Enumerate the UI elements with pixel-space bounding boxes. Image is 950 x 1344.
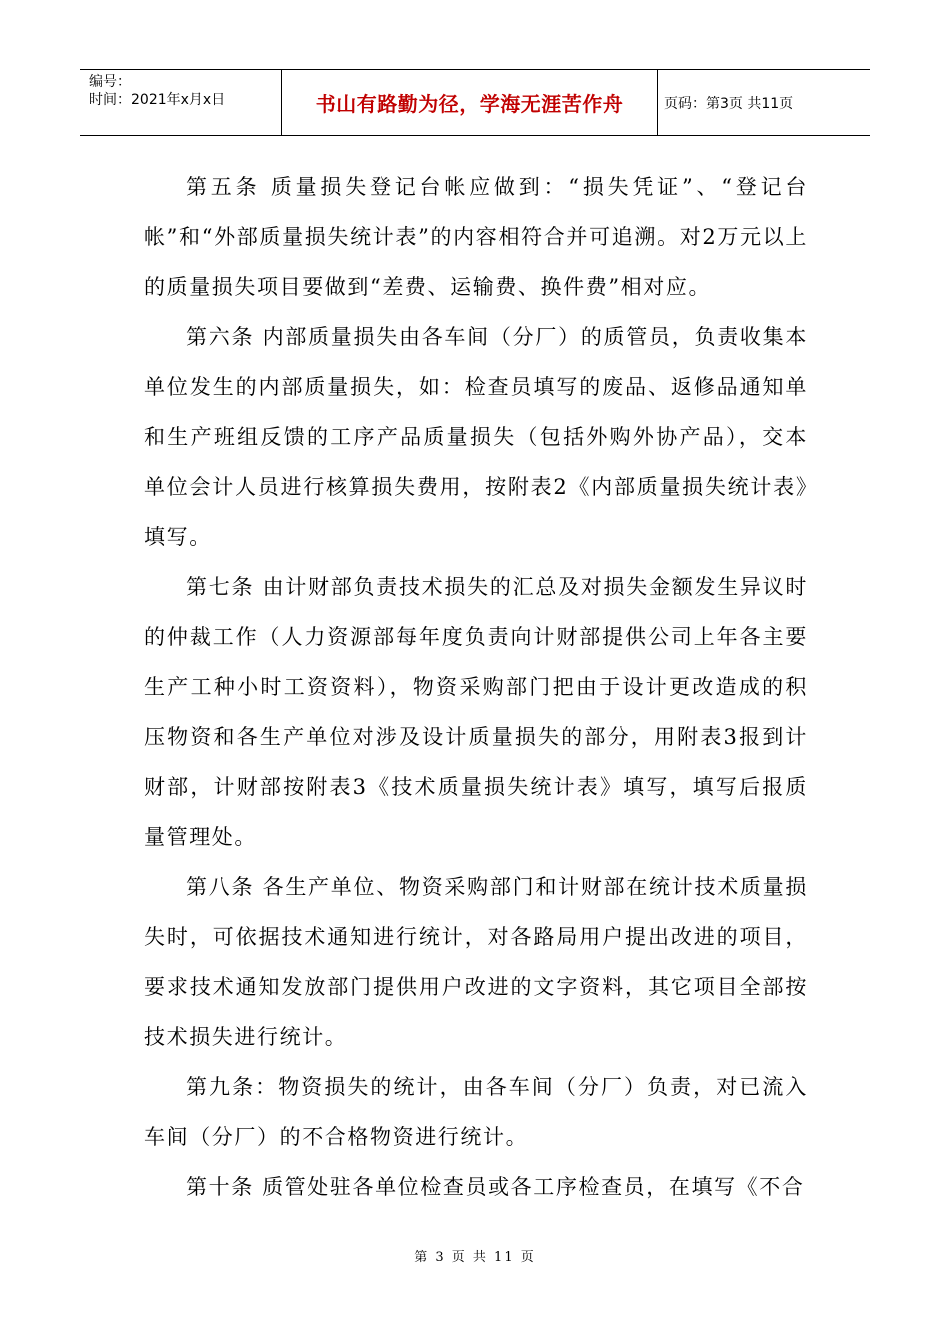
footer-page-number: 第 3 页 共 11 页 <box>414 1250 536 1265</box>
article-7-paragraph: 第七条 由计财部负责技术损失的汇总及对损失金额发生异议时的仲裁工作（人力资源部每年度负责向计财部提供公司上年各主要生产工种小时工资资料），物资采购部门把由于设计更改造成的积压物资和各生产单位对涉及设计质量损失的部分，用附表3报到计财部，计财部按附表3《技术质量损失统计表》填写，填写后报质量管理处。 <box>144 575 808 849</box>
document-body <box>144 162 808 1212</box>
motto-text: 书山有路勤为径，学海无涯苦作舟 <box>315 92 624 116</box>
article-10-paragraph: 第十条 质管处驻各单位检查员或各工序检查员，在填写《不合 <box>186 1175 805 1199</box>
page-footer <box>0 1246 950 1265</box>
document-time-label: 时间：2021年x月x日 <box>89 92 226 108</box>
article-5-paragraph: 第五条 质量损失登记台帐应做到：“损失凭证”、“登记台帐”和“外部质量损失统计表”的内容相符合并可追溯。对2万元以上的质量损失项目要做到“差费、运输费、换件费”相对应。 <box>144 175 808 299</box>
header-motto-cell <box>282 70 658 135</box>
header-table <box>80 69 870 136</box>
article-8-paragraph: 第八条 各生产单位、物资采购部门和计财部在统计技术质量损失时，可依据技术通知进行统计，对各路局用户提出改进的项目，要求技术通知发放部门提供用户改进的文字资料，其它项目全部按技术损失进行统计。 <box>144 875 808 1049</box>
article-9-paragraph: 第九条：物资损失的统计，由各车间（分厂）负责，对已流入车间（分厂）的不合格物资进行统计。 <box>144 1075 808 1149</box>
document-number-label: 编号： <box>89 74 131 90</box>
header-page-cell <box>658 70 870 135</box>
page-code-text: 页码：第3页 共11页 <box>664 95 794 112</box>
header-meta-cell <box>80 70 282 135</box>
article-6-paragraph: 第六条 内部质量损失由各车间（分厂）的质管员，负责收集本单位发生的内部质量损失，如：检查员填写的废品、返修品通知单和生产班组反馈的工序产品质量损失（包括外购外协产品），交本单位会计人员进行核算损失费用，按附表2《内部质量损失统计表》填写。 <box>144 325 808 549</box>
